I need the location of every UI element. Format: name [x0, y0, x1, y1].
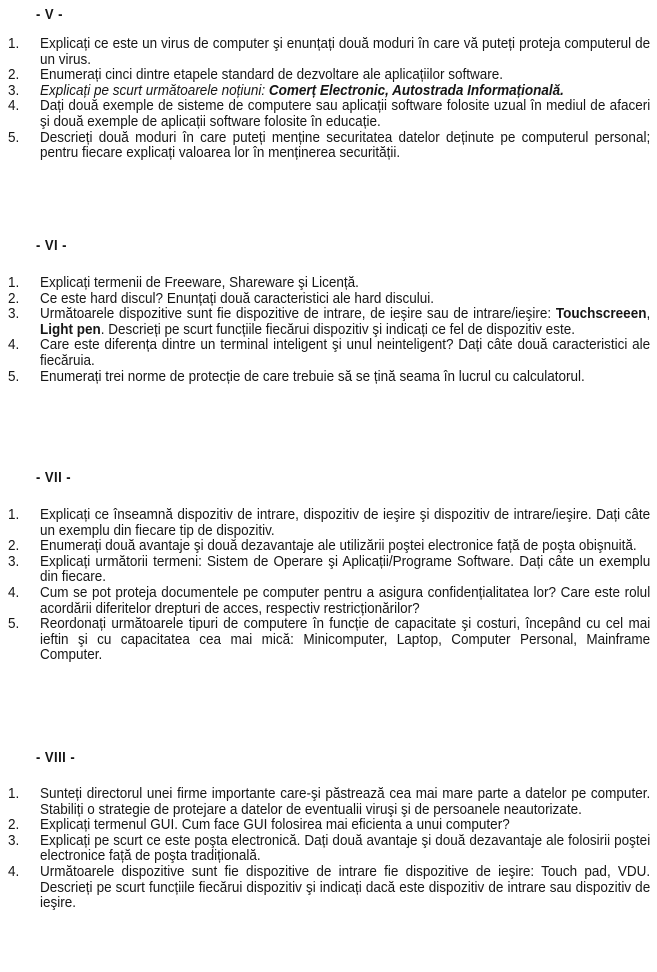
text-run: Descrieți două moduri în care puteți menține securitatea datelor deținute pe computerul personal; pentru fiecare explicați valoarea lor în menținerea securității.: [40, 128, 651, 162]
question-text: [40, 275, 650, 291]
question-text: [40, 786, 650, 817]
question-number: 4.: [8, 97, 20, 115]
question-item: [0, 369, 657, 385]
text-run: . Descrieți pe scurt funcțiile fiecărui dispozitiv şi indicați ce fel de dispozitiv este.: [100, 320, 575, 338]
question-item: [0, 864, 657, 911]
text-run: Explicați pe scurt ce este poşta electronică. Dați două avantaje şi două dezavantaje ale folosirii poştei electronice față de poşta tradițională.: [40, 831, 651, 865]
question-item: [0, 337, 657, 368]
question-number: 4.: [8, 862, 20, 880]
emphasized-text: Touchscreeen: [555, 305, 647, 323]
text-run: Cum se pot proteja documentele pe computer pentru a asigura confidențialitatea lor? Care este rolul acordării diferitelor drepturi de acces, respectiv restricționărilor?: [40, 583, 651, 617]
question-number: 3.: [8, 831, 20, 849]
emphasized-text: Comerț Electronic, Autostrada Informațională.: [268, 81, 564, 99]
question-item: [0, 67, 657, 83]
question-number: 1.: [8, 785, 20, 802]
question-item: [0, 36, 657, 67]
question-item: [0, 83, 657, 99]
question-item: [0, 833, 657, 864]
question-text: [40, 369, 650, 385]
text-run: Enumerați două avantaje şi două dezavantaje ale utilizării poştei electronice față de poşta obişnuită.: [40, 537, 637, 555]
text-run: ,: [646, 305, 651, 323]
question-text: [40, 864, 650, 911]
question-number: 2.: [8, 816, 20, 834]
text-run: Care este diferența dintre un terminal inteligent şi unul neinteligent? Dați câte două caracteristici ale fiecăruia.: [40, 336, 651, 369]
section-heading: - VII -: [36, 470, 72, 486]
question-text: [40, 67, 650, 83]
text-run: Următoarele dispozitive sunt fie dispozitive de intrare fie dispozitive de ieşire: Touch pad, VDU. Descrieți pe scurt funcțiile fiecărui dispozitiv şi indicați dacă este dispozitiv de intrare sau dispozitiv de ieşire.: [40, 862, 651, 912]
question-text: [40, 817, 650, 833]
text-run: Dați două exemple de sisteme de computere sau aplicații software folosite uzual în mediul de afaceri şi două exemple de aplicații software folosite în educație.: [40, 97, 651, 130]
text-run: Explicați termenii de Freeware, Shareware şi Licență.: [40, 274, 359, 291]
section-heading: - VI -: [36, 238, 67, 254]
section-heading: - V -: [36, 7, 63, 23]
question-item: [0, 585, 657, 616]
question-number: 5.: [8, 367, 20, 385]
question-item: [0, 98, 657, 129]
question-number: 1.: [8, 506, 20, 523]
question-item: [0, 554, 657, 585]
text-run: Sunteți directorul unei firme importante care-şi păstrează cea mai mare parte a datelor pe computer. Stabiliți o strategie de protejare a datelor de eventualii viruşi şi de persoanele neautorizate.: [40, 785, 651, 818]
question-number: 5.: [8, 615, 20, 633]
question-number: 2.: [8, 66, 20, 84]
emphasized-text: Light pen: [40, 320, 101, 338]
text-run: Reordonați următoarele tipuri de computere în funcție de capacitate şi costuri, începând cu cel mai ieftin şi cu capacitatea cea mai mică: Minicomputer, Laptop, Computer Personal, Mainframe Computer.: [40, 615, 651, 664]
question-item: [0, 306, 657, 337]
question-number: 3.: [8, 81, 20, 99]
text-run: Explicați următorii termeni: Sistem de Operare şi Aplicații/Programe Software. Dați câte un exemplu din fiecare.: [40, 552, 651, 586]
question-number: 3.: [8, 305, 20, 323]
question-number: 2.: [8, 289, 20, 307]
question-list: [0, 36, 657, 161]
question-text: [40, 554, 650, 585]
question-item: [0, 507, 657, 538]
question-text: [40, 507, 650, 538]
question-item: [0, 291, 657, 307]
question-text: [40, 616, 650, 663]
question-text: [40, 337, 650, 368]
question-list: [0, 786, 657, 911]
question-number: 4.: [8, 583, 20, 601]
question-number: 1.: [8, 274, 20, 291]
question-list: [0, 507, 657, 663]
question-text: [40, 291, 650, 307]
question-item: [0, 130, 657, 161]
text-run: Explicați termenul GUI. Cum face GUI folosirea mai eficienta a unui computer?: [40, 816, 510, 834]
question-number: 1.: [8, 35, 20, 52]
question-item: [0, 786, 657, 817]
text-run: Ce este hard discul? Enunțați două caracteristici ale hard discului.: [40, 289, 434, 307]
question-list: [0, 275, 657, 384]
section-heading: - VIII -: [36, 750, 76, 766]
question-text: [40, 36, 650, 67]
question-text: [40, 83, 650, 99]
question-item: [0, 275, 657, 291]
question-item: [0, 616, 657, 663]
text-run: Enumerați trei norme de protecție de care trebuie să se țină seama în lucrul cu calculatorul.: [40, 367, 585, 385]
question-item: [0, 817, 657, 833]
question-text: [40, 833, 650, 864]
question-number: 2.: [8, 537, 20, 555]
text-run: Următoarele dispozitive sunt fie dispozitive de intrare, de ieşire sau de intrare/ieşire:: [40, 305, 556, 323]
text-run: Enumerați cinci dintre etapele standard de dezvoltare ale aplicațiilor software.: [40, 66, 504, 84]
emphasized-text: Explicați pe scurt următoarele noțiuni:: [40, 81, 269, 99]
question-number: 3.: [8, 552, 20, 570]
question-text: [40, 98, 650, 129]
question-item: [0, 538, 657, 554]
question-number: 4.: [8, 336, 20, 354]
question-number: 5.: [8, 128, 20, 146]
question-text: [40, 306, 650, 337]
text-run: Explicați ce este un virus de computer şi enunțați două moduri în care vă puteți proteja computerul de un virus.: [40, 35, 651, 68]
question-text: [40, 538, 650, 554]
question-text: [40, 585, 650, 616]
question-text: [40, 130, 650, 161]
text-run: Explicați ce înseamnă dispozitiv de intrare, dispozitiv de ieşire şi dispozitiv de intrare/ieşire. Dați câte un exemplu din fiecare tip de dispozitiv.: [40, 506, 651, 539]
